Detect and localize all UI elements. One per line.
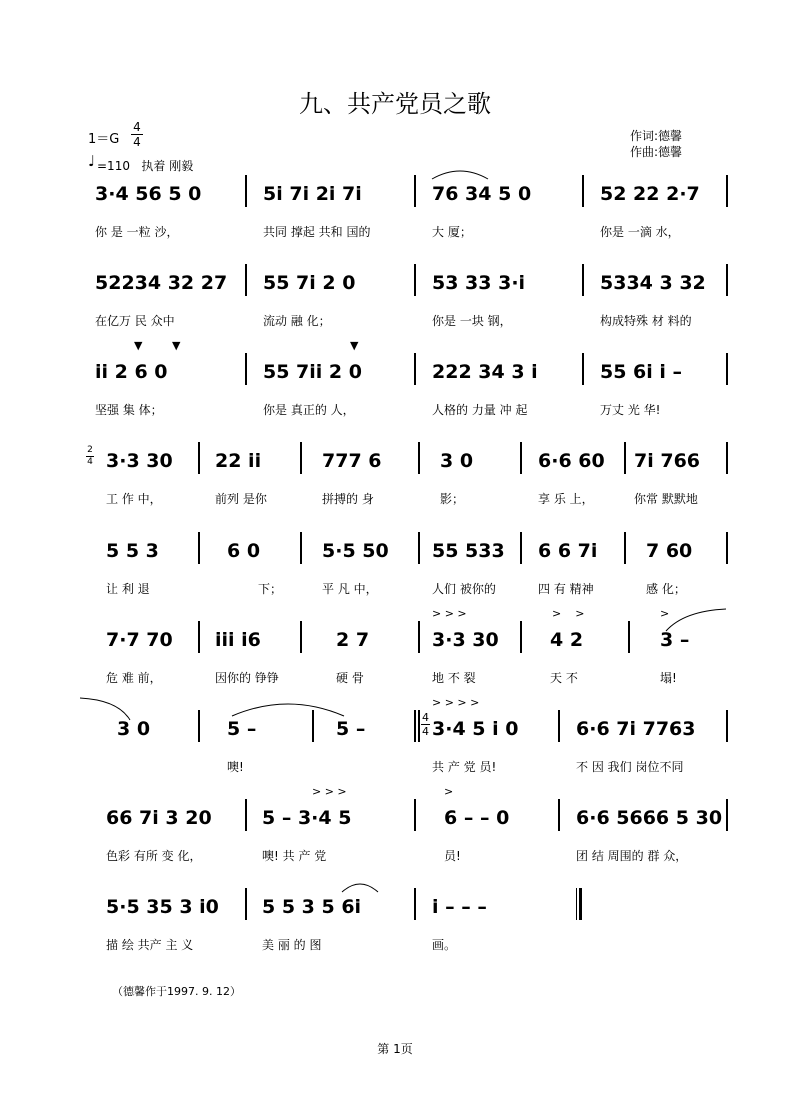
bar-line [312,710,314,742]
measure: 52234 32 27 [95,272,228,294]
measure: 2 7 [336,629,370,651]
lyric: 人格的 力量 冲 起 [432,403,528,417]
composition-date-note: （德馨作于1997. 9. 12） [112,985,241,998]
lyric: 人们 被你的 [432,582,496,596]
measure: 5·5 50 [322,540,389,562]
bar-line [628,621,630,653]
time-change-top: 4 [422,711,429,724]
lyric: 噢! 共 产 党 [262,849,327,863]
lyric: 让 利 退 [106,582,150,596]
bar-line [300,532,302,564]
bar-line [520,621,522,653]
lyricist: 作词:德馨 [630,129,683,143]
composer: 作曲:德馨 [630,145,683,159]
lyric: 塌! [660,671,677,685]
time-change-top: 2 [87,445,93,455]
lyric: 拼搏的 身 [322,492,374,506]
time-change [86,446,94,467]
measure: 5i 7i 2i 7i [263,183,362,205]
measure: ii 2 6 0 [95,361,168,383]
bar-line [414,799,416,831]
time-change-bottom: 4 [422,725,429,738]
time-signature-bottom: 4 [133,135,141,149]
bar-line [726,532,728,564]
time-change [421,712,430,737]
bar-line [726,353,728,385]
lyric: 前列 是你 [215,492,267,506]
lyric: 下； [258,582,283,596]
lyric: 工 作 中， [106,492,162,506]
time-signature [131,121,143,148]
accent-mark: > > [552,607,585,620]
measure: 22 ii [215,450,262,472]
lyric: 万丈 光 华! [600,403,661,417]
bar-line [582,264,584,296]
measure: 6 6 7i [538,540,598,562]
lyric: 构成特殊 材 料的 [600,314,692,328]
measure: 5 5 3 [106,540,159,562]
bar-line [726,175,728,207]
accent-mark: ▼ [350,339,359,352]
bar-line [300,442,302,474]
bar-line [245,799,247,831]
bar-line [418,532,420,564]
bar-line [414,710,416,742]
bar-line [726,264,728,296]
bar-line [245,888,247,920]
accent-mark: > [444,785,454,798]
page-number: 第 1页 [377,1042,413,1056]
bar-line [418,710,420,742]
measure: 52 22 2·7 [600,183,700,205]
lyric: 团 结 周围的 群 众， [576,849,688,863]
lyric: 画。 [432,938,457,952]
tie [230,698,346,718]
measure: 6 – – 0 [444,807,510,829]
bar-line [624,532,626,564]
bar-line [300,621,302,653]
measure: 7 60 [646,540,693,562]
credits [630,128,682,160]
measure: 3·4 56 5 0 [95,183,202,205]
measure: 6·6 7i 7763 [576,718,696,740]
lyric: 危 难 前， [106,671,162,685]
bar-line [520,532,522,564]
time-change-bottom: 4 [87,457,93,467]
expression-marking: 执着 刚毅 [141,159,194,173]
bar-line [414,264,416,296]
bar-line [624,442,626,474]
measure: 6 0 [227,540,261,562]
bar-line [198,710,200,742]
measure: 55 7i 2 0 [263,272,356,294]
bar-line [245,264,247,296]
lyric: 享 乐 上， [538,492,594,506]
measure: 5·5 35 3 i0 [106,896,219,918]
lyric: 天 不 [550,671,578,685]
final-bar-line [576,888,582,920]
measure: 3 – [660,629,690,651]
measure: 5334 3 32 [600,272,706,294]
measure: 7i 766 [634,450,701,472]
slur [340,880,380,894]
bar-line [558,799,560,831]
bar-line [245,353,247,385]
measure: 55 533 [432,540,505,562]
bar-line [414,888,416,920]
bar-line [726,710,728,742]
lyric: 噢! [227,760,244,774]
accent-mark: ▼ [134,339,143,352]
lyric: 你是 一滴 水， [600,225,680,239]
measure: 222 34 3 i [432,361,538,383]
lyric: 四 有 精神 [538,582,594,596]
lyric: 美 丽 的 图 [262,938,322,952]
bar-line [414,175,416,207]
measure: 6·6 60 [538,450,605,472]
lyric: 描 绘 共产 主 义 [106,938,194,952]
lyric: 你常 默默地 [634,492,698,506]
measure: 6·6 5666 5 30 [576,807,723,829]
lyric: 你 是 一粒 沙， [95,225,179,239]
measure: 5 – [336,718,366,740]
tempo-marking [97,157,193,174]
measure: 3 0 [440,450,474,472]
bar-line [582,175,584,207]
time-signature-top: 4 [133,120,141,134]
measure: 3 0 [117,718,151,740]
measure: 5 5 3 5 6i [262,896,362,918]
bar-line [558,710,560,742]
measure: 55 7ii 2 0 [263,361,362,383]
measure: iii i6 [215,629,261,651]
measure: 55 6i i – [600,361,683,383]
lyric: 流动 融 化； [263,314,331,328]
lyric: 共 产 党 员! [432,760,497,774]
lyric: 不 因 我们 岗位不同 [576,760,684,774]
lyric: 色彩 有所 变 化， [106,849,202,863]
tempo-value: =110 [97,159,130,173]
bar-line [582,353,584,385]
measure: 777 6 [322,450,382,472]
bar-line [245,175,247,207]
bar-line [418,621,420,653]
lyric: 影； [440,492,465,506]
measure: 4 2 [550,629,584,651]
measure: 76 34 5 0 [432,183,532,205]
slur [430,167,490,181]
lyric: 在亿万 民 众中 [95,314,175,328]
bar-line [198,621,200,653]
measure: 3·3 30 [432,629,499,651]
lyric: 因你的 铮铮 [215,671,279,685]
accent-mark: > > > [432,607,467,620]
measure: 3·3 30 [106,450,173,472]
tie [664,609,728,633]
lyric: 坚强 集 体； [95,403,163,417]
measure: 5 – [227,718,257,740]
lyric: 你是 真正的 人， [263,403,355,417]
bar-line [726,442,728,474]
bar-line [726,799,728,831]
lyric: 你是 一块 钢， [432,314,512,328]
key-signature: 1＝G [88,132,120,147]
page-title: 九、共产党员之歌 [299,90,491,118]
measure: 3·4 5 i 0 [432,718,519,740]
measure: 66 7i 3 20 [106,807,212,829]
measure: 53 33 3·i [432,272,526,294]
accent-mark: > [660,607,670,620]
bar-line [414,353,416,385]
lyric: 感 化； [646,582,686,596]
lyric: 平 凡 中， [322,582,378,596]
lyric: 硬 骨 [336,671,364,685]
lyric: 地 不 裂 [432,671,476,685]
accent-mark: > > > [312,785,347,798]
lyric: 大 厦； [432,225,472,239]
lyric: 员! [444,849,461,863]
accent-mark: > > > > [432,696,480,709]
bar-line [520,442,522,474]
accent-mark: ▼ [172,339,181,352]
measure: i – – – [432,896,487,918]
measure: 7·7 70 [106,629,173,651]
measure: 5 – 3·4 5 [262,807,352,829]
quarter-note-icon: ♩ [88,152,96,170]
lyric: 共同 撑起 共和 国的 [263,225,371,239]
bar-line [198,442,200,474]
bar-line [198,532,200,564]
bar-line [418,442,420,474]
